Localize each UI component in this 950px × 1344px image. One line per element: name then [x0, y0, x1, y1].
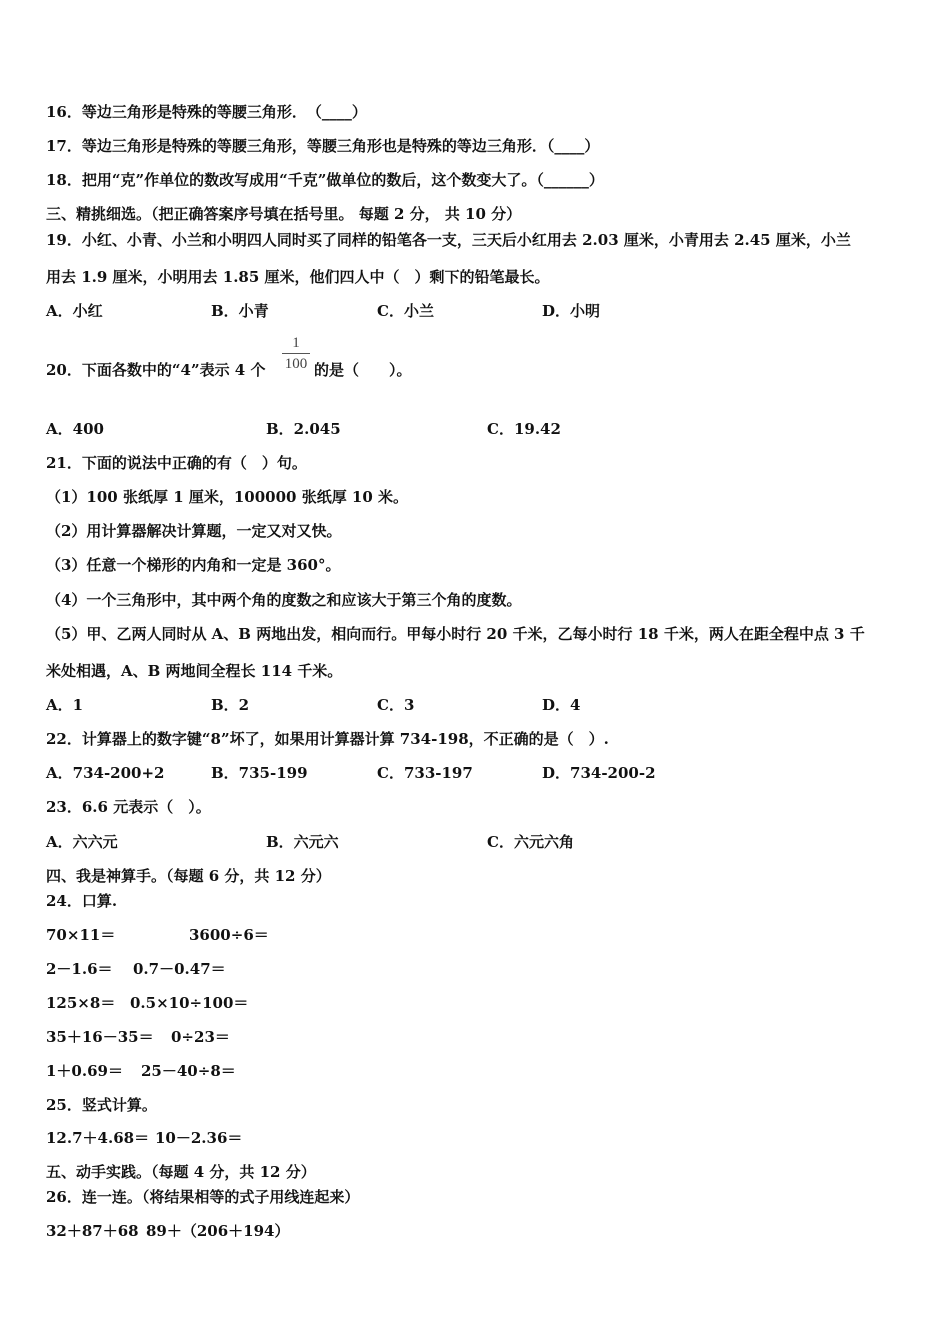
- question-20-prefix: 20．下面各数中的“4”表示 4 个: [46, 361, 266, 379]
- question-21: 21．下面的说法中正确的有（ ）句。: [46, 454, 307, 472]
- question-25: 25．竖式计算。: [46, 1096, 157, 1114]
- question-23: 23．6.6 元表示（ ）。: [46, 798, 211, 816]
- fraction-numerator: 1: [292, 335, 300, 351]
- q24-expr-1b: 3600÷6＝: [189, 926, 269, 944]
- q24-expr-5a: 1＋0.69＝: [46, 1062, 123, 1080]
- question-21-statement-5-line-2: 米处相遇，A、B 两地间全程长 114 千米。: [46, 662, 343, 680]
- section-4-heading: 四、我是神算手。（每题 6 分，共 12 分）: [46, 867, 331, 885]
- question-22-option-d: D．734-200-2: [542, 764, 656, 782]
- question-20-fraction: [280, 334, 312, 373]
- question-22: 22．计算器上的数字键“8”坏了，如果用计算器计算 734-198，不正确的是（ ）.: [46, 730, 609, 748]
- question-21-option-c: C．3: [377, 696, 415, 714]
- question-17: 17．等边三角形是特殊的等腰三角形，等腰三角形也是特殊的等边三角形．（____）: [46, 137, 600, 155]
- question-21-statement-2: （2）用计算器解决计算题，一定又对又快。: [46, 522, 342, 540]
- question-21-option-b: B．2: [211, 696, 250, 714]
- question-23-option-a: A．六六元: [46, 833, 118, 851]
- q26-expr-a: 32＋87＋68: [46, 1222, 139, 1240]
- q24-expr-2b: 0.7－0.47＝: [133, 960, 226, 978]
- section-3-heading: 三、精挑细选。（把正确答案序号填在括号里。 每题 2 分， 共 10 分）: [46, 205, 522, 223]
- q25-expr-a: 12.7＋4.68＝: [46, 1129, 150, 1147]
- question-26: 26．连一连。（将结果相等的式子用线连起来）: [46, 1188, 360, 1206]
- q24-expr-2a: 2－1.6＝: [46, 960, 113, 978]
- section-5-heading: 五、动手实践。（每题 4 分，共 12 分）: [46, 1163, 316, 1181]
- question-20-suffix: 的是（ ）。: [314, 361, 412, 379]
- question-19-line-2: 用去 1.9 厘米，小明用去 1.85 厘米，他们四人中（ ）剩下的铅笔最长。: [46, 268, 550, 286]
- q24-expr-5b: 25－40÷8＝: [141, 1062, 236, 1080]
- q26-expr-b: 89＋（206＋194）: [146, 1222, 290, 1240]
- q24-expr-4a: 35＋16－35＝: [46, 1028, 154, 1046]
- question-22-option-b: B．735-199: [211, 764, 308, 782]
- fraction-bar: [282, 353, 310, 354]
- question-20-option-a: A．400: [46, 420, 104, 438]
- question-20-option-c: C．19.42: [487, 420, 561, 438]
- question-19-option-c: C．小兰: [377, 302, 434, 320]
- question-21-statement-4: （4）一个三角形中，其中两个角的度数之和应该大于第三个角的度数。: [46, 591, 522, 609]
- question-24: 24．口算.: [46, 892, 118, 910]
- q25-expr-b: 10－2.36＝: [155, 1129, 243, 1147]
- question-21-statement-1: （1）100 张纸厚 1 厘米，100000 张纸厚 10 米。: [46, 488, 409, 506]
- q24-expr-4b: 0÷23＝: [171, 1028, 230, 1046]
- q24-expr-3b: 0.5×10÷100＝: [130, 994, 249, 1012]
- question-19-option-b: B．小青: [211, 302, 269, 320]
- question-23-option-b: B．六元六: [266, 833, 339, 851]
- q24-expr-1a: 70×11＝: [46, 926, 116, 944]
- question-19-line-1: 19．小红、小青、小兰和小明四人同时买了同样的铅笔各一支，三天后小红用去 2.03 厘米，小青用去 2.45 厘米，小兰: [46, 231, 851, 249]
- q24-expr-3a: 125×8＝: [46, 994, 116, 1012]
- fraction-denominator: 100: [284, 356, 308, 372]
- question-21-option-a: A．1: [46, 696, 84, 714]
- question-16: 16．等边三角形是特殊的等腰三角形． （____）: [46, 103, 367, 121]
- question-21-option-d: D．4: [542, 696, 581, 714]
- question-21-statement-3: （3）任意一个梯形的内角和一定是 360°。: [46, 556, 341, 574]
- question-22-option-a: A．734-200+2: [46, 764, 165, 782]
- question-19-option-a: A．小红: [46, 302, 103, 320]
- question-23-option-c: C．六元六角: [487, 833, 574, 851]
- question-20-option-b: B．2.045: [266, 420, 341, 438]
- question-21-statement-5-line-1: （5）甲、乙两人同时从 A、B 两地出发，相向而行。甲每小时行 20 千米，乙每小时行 18 千米，两人在距全程中点 3 千: [46, 625, 865, 643]
- question-19-option-d: D．小明: [542, 302, 601, 320]
- question-22-option-c: C．733-197: [377, 764, 473, 782]
- question-18: 18．把用“克”作单位的数改写成用“千克”做单位的数后，这个数变大了。（______）: [46, 171, 604, 189]
